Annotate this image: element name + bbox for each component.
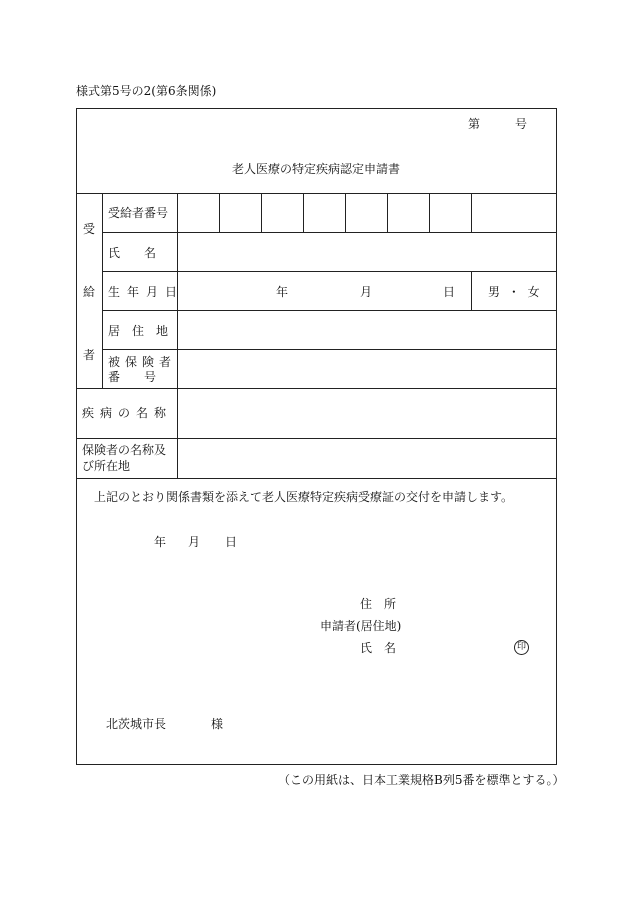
applicant-label: 申請者(居住地) (320, 619, 402, 633)
birth-day-label: 日 (443, 285, 456, 299)
recipient-number-digit[interactable] (430, 194, 471, 232)
recipient-number-digit[interactable] (178, 194, 219, 232)
name-label: 氏 名 (108, 246, 157, 260)
recipient-number-digit[interactable] (304, 194, 345, 232)
name-field[interactable] (178, 233, 556, 271)
application-date-month: 月 (188, 535, 201, 549)
honorific: 様 (211, 717, 224, 731)
form-number: 様式第5号の2(第6条関係) (76, 84, 217, 98)
insured-number-label-line2: 番 号 (108, 370, 157, 384)
insured-number-label-line1: 被保険者 (108, 355, 177, 369)
birth-year-label: 年 (276, 285, 289, 299)
address-label: 住 所 (360, 597, 397, 611)
birth-month-label: 月 (360, 285, 373, 299)
recipient-group-char-3: 者 (83, 348, 96, 362)
recipient-number-digit[interactable] (346, 194, 387, 232)
insurer-label-line2: び所在地 (82, 459, 131, 473)
birth-date-label: 生年月日 (108, 285, 185, 299)
sex-selector[interactable]: 男 ・ 女 (488, 285, 542, 299)
application-date-day: 日 (225, 535, 238, 549)
footnote: （この用紙は、日本工業規格B列5番を標準とする。） (278, 773, 565, 787)
recipient-group-char-1: 受 (83, 222, 96, 236)
addressee: 北茨城市長 (106, 717, 167, 731)
seal-icon: 印 (514, 640, 529, 655)
disease-name-field[interactable] (178, 389, 556, 438)
form-title: 老人医療の特定疾病認定申請書 (232, 162, 401, 176)
insured-number-field[interactable] (178, 350, 556, 388)
insurer-field[interactable] (178, 439, 556, 478)
number-prefix: 第 (468, 117, 481, 131)
recipient-number-label: 受給者番号 (108, 206, 169, 220)
recipient-number-digit[interactable] (262, 194, 303, 232)
residence-field[interactable] (178, 311, 556, 349)
insurer-label-line1: 保険者の名称及 (82, 443, 167, 457)
recipient-number-digit[interactable] (388, 194, 429, 232)
application-date-year: 年 (154, 535, 167, 549)
recipient-group-char-2: 給 (83, 285, 96, 299)
residence-label: 居 住 地 (108, 324, 169, 338)
disease-name-label: 疾病の名称 (82, 406, 173, 420)
applicant-name-label: 氏 名 (360, 641, 397, 655)
recipient-number-digit[interactable] (220, 194, 261, 232)
number-suffix: 号 (515, 117, 528, 131)
application-statement: 上記のとおり関係書類を添えて老人医療特定疾病受療証の交付を申請します。 (94, 490, 514, 504)
